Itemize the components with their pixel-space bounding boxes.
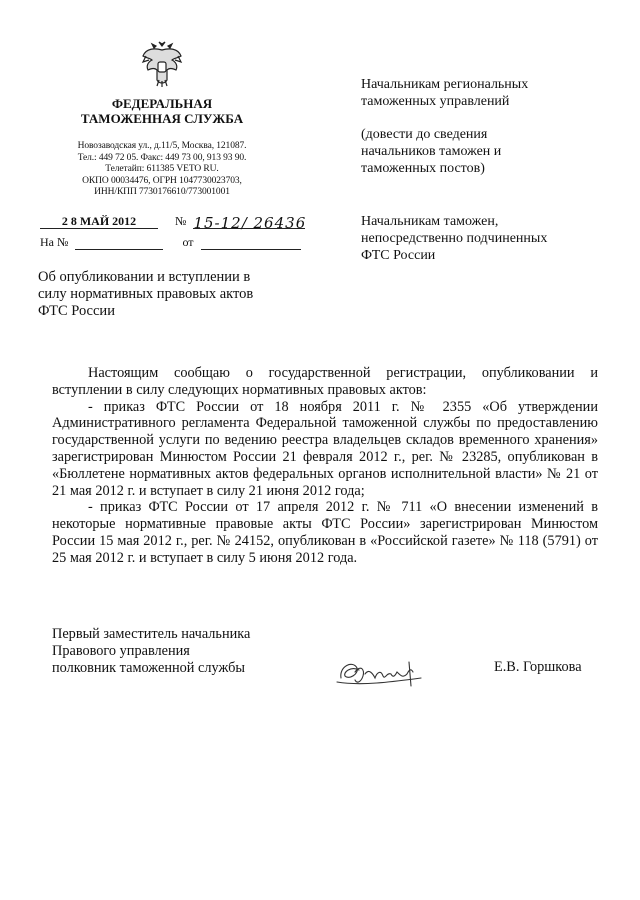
incoming-date-field xyxy=(201,235,301,250)
body-item-2: - приказ ФТС России от 17 апреля 2012 г. № 711 «О внесении изменений в некоторые нормативные правовые акты ФТС России» зарегистрирован Минюстом России 15 мая 2012 г., рег. № 24152, опубликован в «Российской газете» № 118 (5791) от 25 мая 2012 г. и вступает в силу 5 июня 2012 года. xyxy=(52,499,598,566)
subject-line: ФТС России xyxy=(38,303,115,319)
document-number: 15-12/ 26436 xyxy=(193,214,307,232)
coat-of-arms-icon xyxy=(140,40,184,88)
body-item-1: - приказ ФТС России от 18 ноября 2011 г. № 2355 «Об утверждении Административного регламента Федеральной таможенной службы по предоставлению государственной услуги по ведению реестра владельцев складов временного хранения» зарегистрирован Минюстом России 21 февраля 2012 г., рег. № 23285, опубликован в «Бюллетене нормативных актов федеральных органов исполнительной власти» № 21 от 21 мая 2012 г. и вступает в силу 21 июня 2012 года; xyxy=(52,398,598,499)
address-line: ОКПО 00034476, ОГРН 1047730023703, xyxy=(82,175,242,186)
handwritten-signature xyxy=(331,652,431,692)
position-line: полковник таможенной службы xyxy=(52,660,246,676)
subject-line: силу нормативных правовых актов xyxy=(38,286,254,302)
addressee-line: Начальникам региональных xyxy=(361,77,529,92)
na-label: На № xyxy=(40,235,69,249)
ot-label: от xyxy=(182,235,194,249)
addressee-line: ФТС России xyxy=(361,248,436,263)
addressee-line: таможенных управлений xyxy=(361,94,510,109)
position-line: Правового управления xyxy=(52,643,190,659)
organization-address xyxy=(40,141,284,199)
signatory-name: Е.В. Горшкова xyxy=(494,659,582,675)
addressee-customs xyxy=(361,213,547,264)
document-subject xyxy=(38,269,298,320)
addressee-line: таможенных постов) xyxy=(361,161,485,176)
organization-name xyxy=(60,96,264,126)
org-line-2: ТАМОЖЕННАЯ СЛУЖБА xyxy=(80,111,244,126)
address-line: Тел.: 449 72 05. Факс: 449 73 00, 913 93 90. xyxy=(77,152,247,163)
incoming-number-field xyxy=(75,235,163,250)
signatory-position xyxy=(52,626,250,677)
number-label: № xyxy=(175,214,187,228)
document-date: 2 8 МАЙ 2012 xyxy=(40,214,158,229)
body-intro: Настоящим сообщаю о государственной регистрации, опубликовании и вступлении в силу следующих нормативных правовых актов: xyxy=(52,365,598,398)
addressee-line: (довести до сведения xyxy=(361,127,488,142)
addressee-line: Начальникам таможен, xyxy=(361,214,499,229)
document-body xyxy=(52,365,598,567)
outgoing-reference xyxy=(40,214,307,232)
subject-line: Об опубликовании и вступлении в xyxy=(38,269,251,285)
addressee-regional xyxy=(361,76,528,110)
addressee-line: непосредственно подчиненных xyxy=(361,231,548,246)
addressee-note xyxy=(361,126,501,177)
address-line: Телетайп: 611385 VETO RU. xyxy=(105,164,219,174)
incoming-reference xyxy=(40,235,301,250)
addressee-line: начальников таможен и xyxy=(361,144,502,159)
org-line-1: ФЕДЕРАЛЬНАЯ xyxy=(111,96,213,111)
address-line: Новозаводская ул., д.11/5, Москва, 121087. xyxy=(77,141,247,151)
position-line: Первый заместитель начальника xyxy=(52,626,251,642)
address-line: ИНН/КПП 7730176610/773001001 xyxy=(94,187,230,197)
